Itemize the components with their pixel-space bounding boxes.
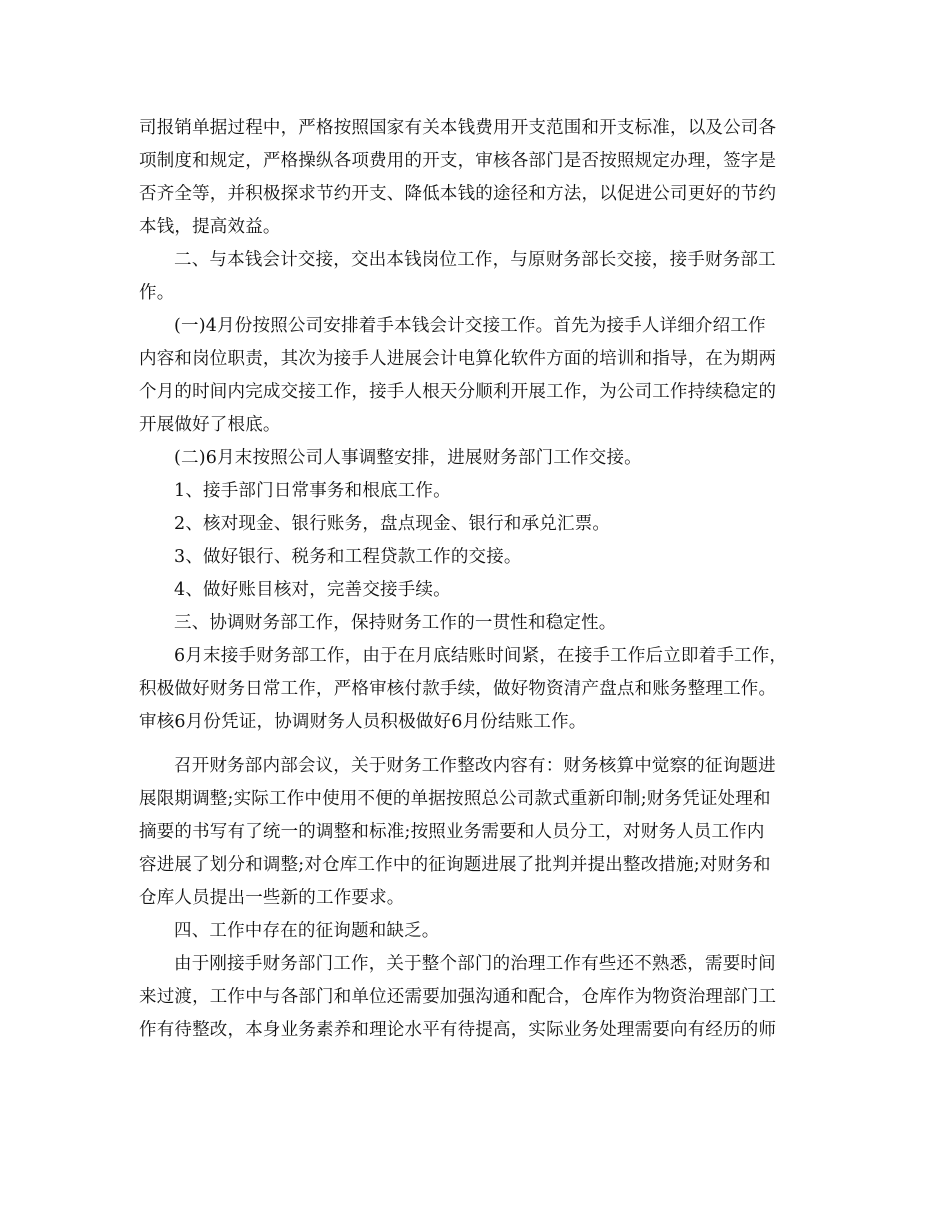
text-line: 召开财务部内部会议，关于财务工作整改内容有：财务核算中觉察的征询题进 bbox=[174, 756, 776, 776]
text-line: 由于刚接手财务部门工作，关于整个部门的治理工作有些还不熟悉，需要时间 bbox=[174, 954, 776, 974]
text-line: 展限期调整;实际工作中使用不便的单据按照总公司款式重新印制;财务凭证处理和 bbox=[139, 789, 771, 809]
list-item: 2、核对现金、银行账务，盘点现金、银行和承兑汇票。 bbox=[174, 514, 611, 534]
text-line: 6月末接手财务部工作，由于在月底结账时间紧，在接手工作后立即着手工作， bbox=[174, 646, 788, 666]
section-heading: 二、与本钱会计交接，交出本钱岗位工作，与原财务部长交接，接手财务部工 bbox=[174, 250, 776, 270]
text-line: (一)4月份按照公司安排着手本钱会计交接工作。首先为接手人详细介绍工作 bbox=[174, 316, 766, 336]
text-line: 司报销单据过程中，严格按照国家有关本钱费用开支范围和开支标准，以及公司各 bbox=[139, 118, 777, 138]
list-item: 4、做好账目核对，完善交接手续。 bbox=[174, 580, 451, 600]
text-line: 摘要的书写有了统一的调整和标准;按照业务需要和人员分工，对财务人员工作内 bbox=[139, 822, 765, 842]
text-line: 作有待整改，本身业务素养和理论水平有待提高，实际业务处理需要向有经历的师 bbox=[139, 1020, 777, 1040]
section-heading: 四、工作中存在的征询题和缺乏。 bbox=[174, 921, 440, 941]
text-line: 容进展了划分和调整;对仓库工作中的征询题进展了批判并提出整改措施;对财务和 bbox=[139, 855, 771, 875]
text-line: 否齐全等，并积极探求节约开支、降低本钱的途径和方法，以促进公司更好的节约 bbox=[139, 184, 777, 204]
text-line: 个月的时间内完成交接工作，接手人根天分顺利开展工作，为公司工作持续稳定的 bbox=[139, 382, 777, 402]
section-heading: 三、协调财务部工作，保持财务工作的一贯性和稳定性。 bbox=[174, 613, 617, 633]
text-line: 本钱，提高效益。 bbox=[139, 217, 281, 237]
list-item: 1、接手部门日常事务和根底工作。 bbox=[174, 481, 451, 501]
text-line: (二)6月末按照公司人事调整安排，进展财务部门工作交接。 bbox=[174, 448, 642, 468]
text-line: 积极做好财务日常工作，严格审核付款手续，做好物资清产盘点和账务整理工作。 bbox=[139, 679, 777, 699]
text-line: 来过渡，工作中与各部门和单位还需要加强沟通和配合，仓库作为物资治理部门工 bbox=[139, 987, 777, 1007]
text-line: 仓库人员提出一些新的工作要求。 bbox=[139, 888, 405, 908]
list-item: 3、做好银行、税务和工程贷款工作的交接。 bbox=[174, 547, 522, 567]
text-line: 审核6月份凭证，协调财务人员积极做好6月份结账工作。 bbox=[139, 712, 587, 732]
text-line: 项制度和规定，严格操纵各项费用的开支，审核各部门是否按照规定办理，签字是 bbox=[139, 151, 777, 171]
text-line: 开展做好了根底。 bbox=[139, 415, 281, 435]
text-line: 作。 bbox=[139, 283, 175, 303]
text-line: 内容和岗位职责，其次为接手人进展会计电算化软件方面的培训和指导，在为期两 bbox=[139, 349, 777, 369]
